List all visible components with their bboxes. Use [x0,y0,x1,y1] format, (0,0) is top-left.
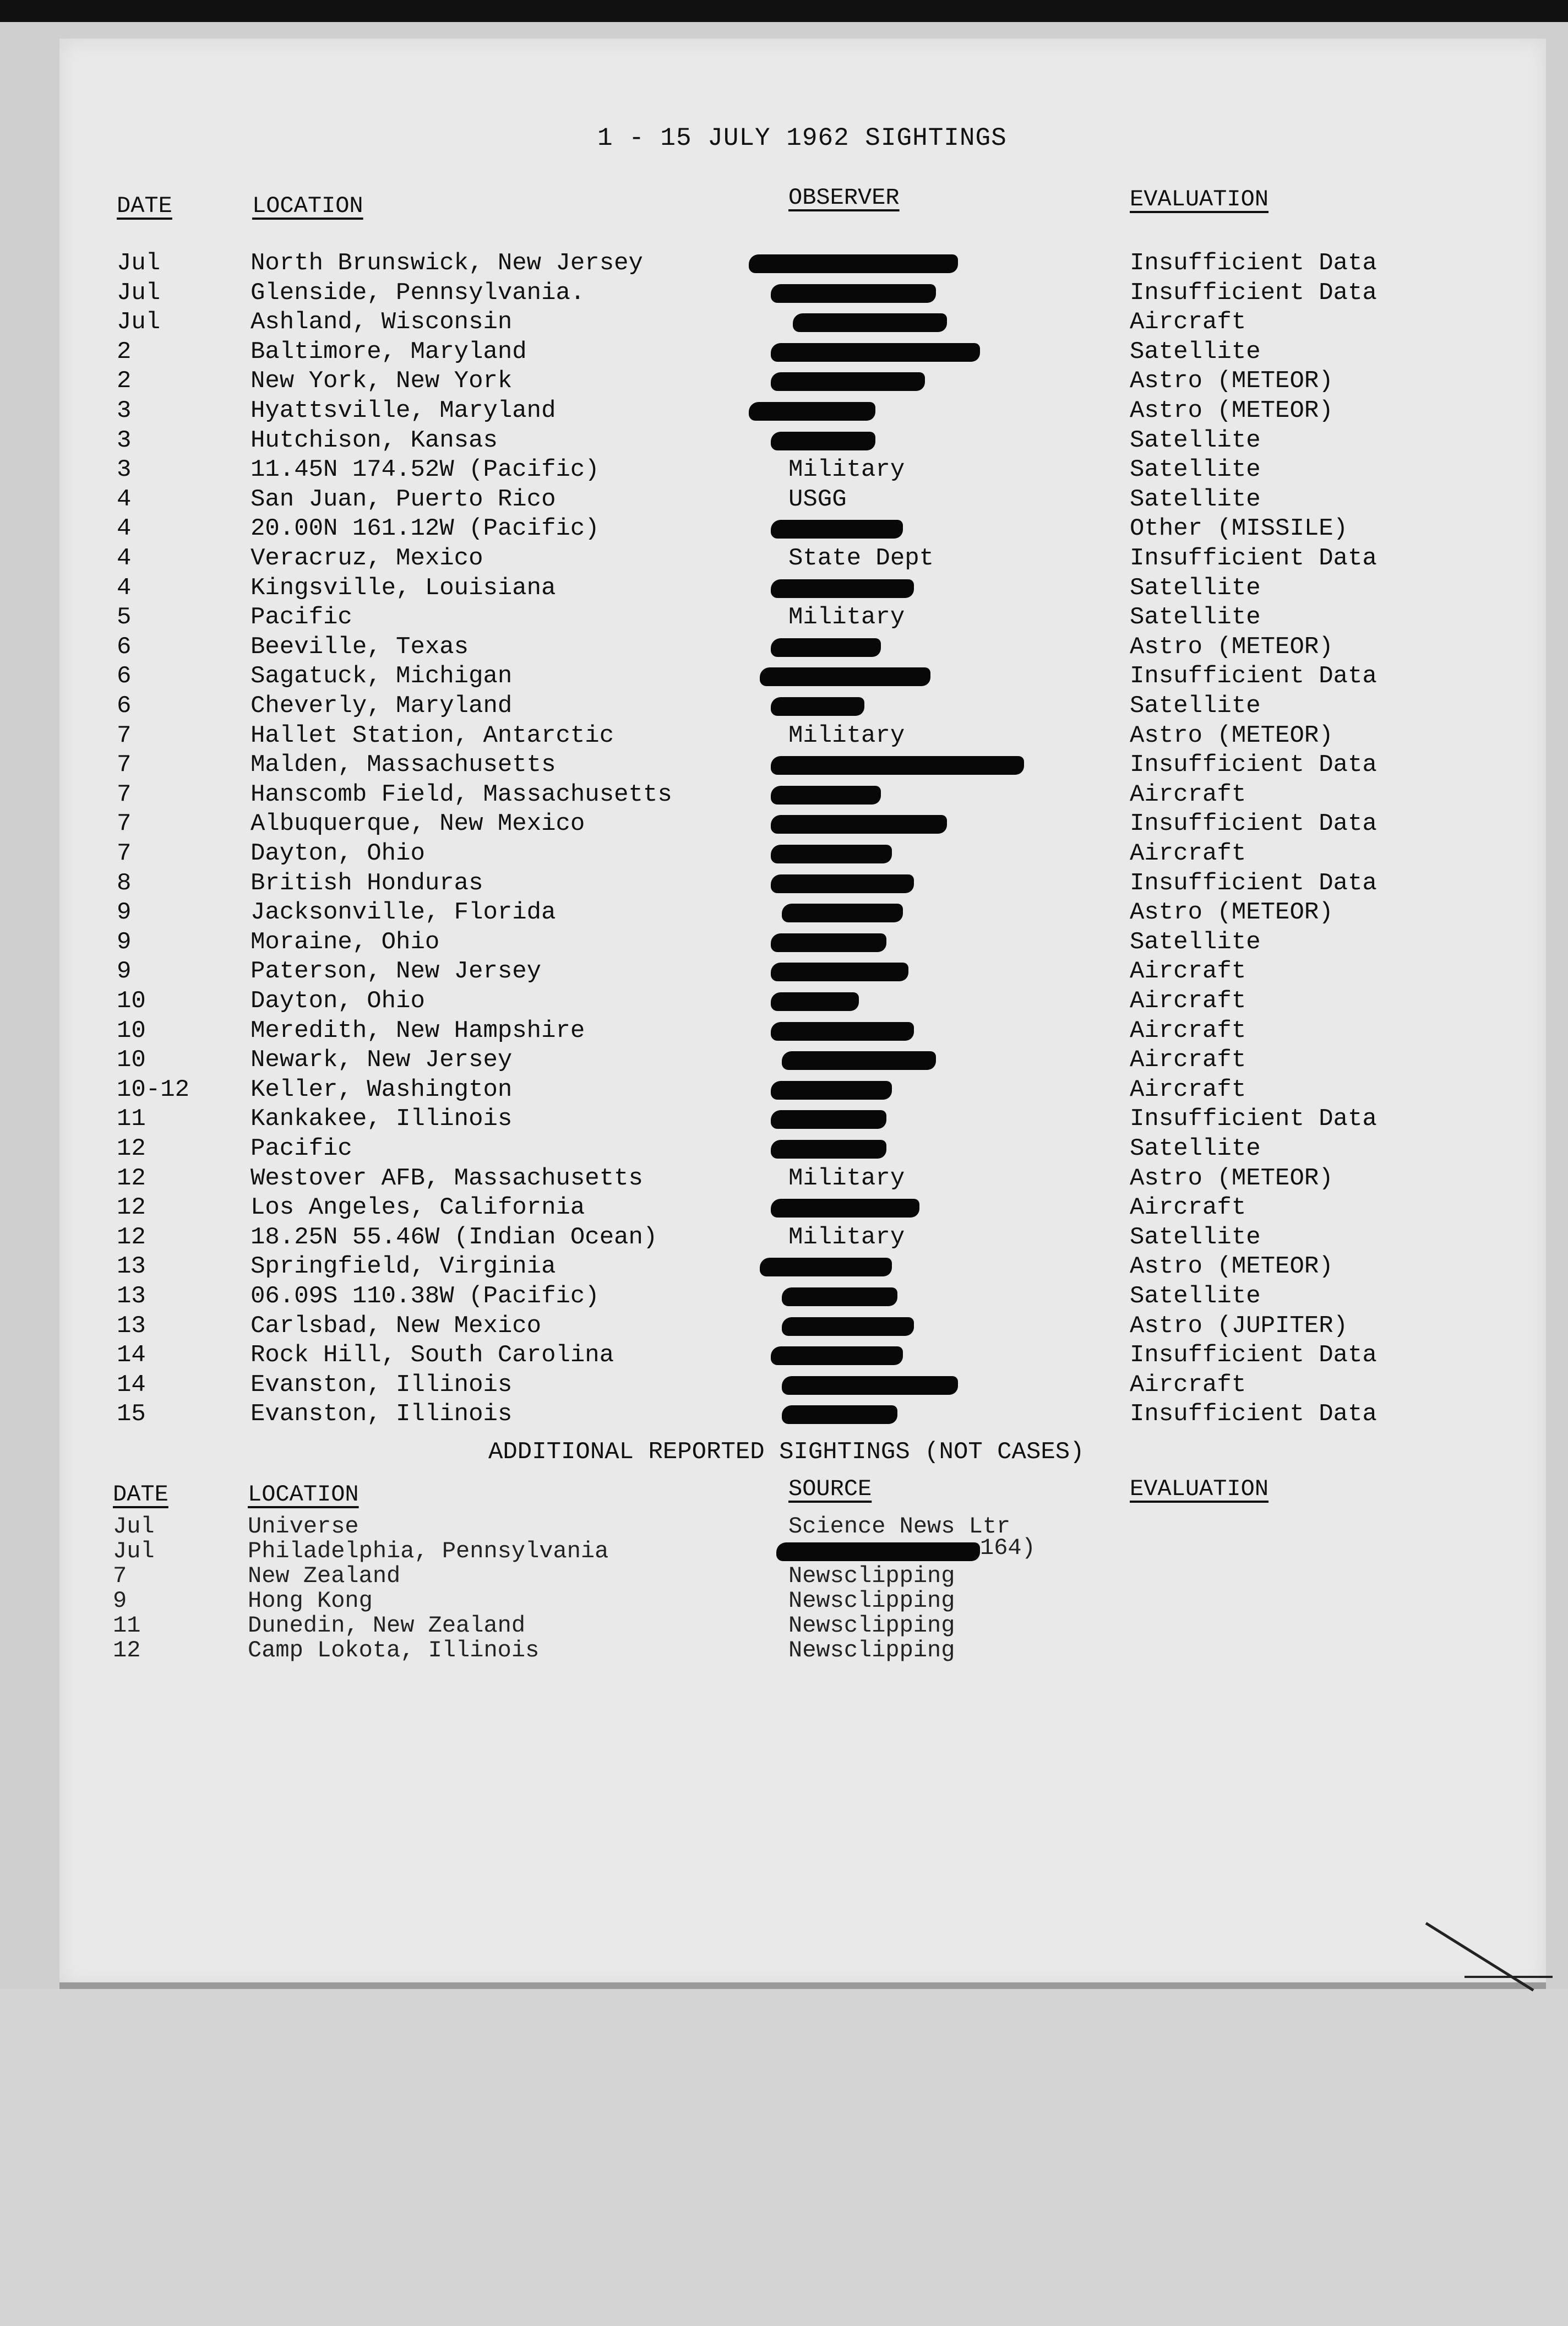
row-date: 7 [113,1563,127,1589]
table-row [0,1134,1568,1164]
row-date: 6 [117,662,132,691]
redaction-mark [771,1199,919,1218]
row-location: Albuquerque, New Mexico [251,810,585,838]
table-row [0,485,1568,514]
row-location: Malden, Massachusetts [251,751,556,779]
row-evaluation: Aircraft [1130,780,1246,808]
row-evaluation: Insufficient Data [1130,279,1377,307]
redaction-mark [760,1258,892,1276]
redaction-mark [771,284,936,303]
table-row [0,751,1568,780]
row-location: Los Angeles, California [251,1194,585,1222]
table-row [0,1046,1568,1075]
additional-title: ADDITIONAL REPORTED SIGHTINGS (NOT CASES) [488,1438,1085,1466]
row-date: 14 [117,1371,146,1399]
row-evaluation: Aircraft [1130,308,1246,336]
row-location: Kankakee, Illinois [251,1105,513,1133]
redaction-mark [771,1140,886,1159]
row-date: 8 [117,869,132,897]
row-evaluation: Insufficient Data [1130,1341,1377,1369]
header-date: DATE [117,193,172,219]
row-evaluation: Astro (METEOR) [1130,1253,1333,1281]
page-title: 1 - 15 JULY 1962 SIGHTINGS [597,124,1007,153]
table-row [0,308,1568,337]
list-item [0,1564,1568,1589]
row-date: 7 [117,751,132,779]
list-item [0,1589,1568,1613]
redaction-mark [782,1405,897,1424]
row-location: British Honduras [251,869,483,897]
table-row [0,279,1568,308]
table-row [0,426,1568,455]
redaction-mark [771,1022,914,1041]
table-row [0,338,1568,367]
row-observer: Military [788,456,905,484]
row-location: Kingsville, Louisiana [251,574,556,602]
page-bottom-edge [59,1982,1546,1989]
row-location: Veracruz, Mexico [251,545,483,572]
row-evaluation: Astro (METEOR) [1130,397,1333,425]
row-location: Springfield, Virginia [251,1253,556,1281]
row-location: Hong Kong [248,1588,373,1614]
row-location: Hallet Station, Antarctic [251,721,614,749]
row-evaluation: Satellite [1130,1223,1261,1251]
redaction-mark [771,1110,886,1129]
row-location: San Juan, Puerto Rico [251,485,556,513]
table-row [0,662,1568,691]
table-row [0,839,1568,868]
row-source: Newsclipping [788,1563,955,1589]
table-row [0,396,1568,426]
row-date: 7 [117,810,132,838]
redaction-mark [771,992,859,1011]
table-row [0,1282,1568,1311]
table-row [0,869,1568,898]
redaction-mark [749,254,958,273]
table-row [0,780,1568,809]
redaction-mark [771,343,980,362]
row-evaluation: Insufficient Data [1130,810,1377,838]
row-location: Evanston, Illinois [251,1371,513,1399]
row-location: Rock Hill, South Carolina [251,1341,614,1369]
row-evaluation: Other (MISSILE) [1130,515,1348,543]
row-evaluation: Insufficient Data [1130,1400,1377,1428]
row-date: 13 [117,1312,146,1340]
row-date: 14 [117,1341,146,1369]
row-date: 7 [117,721,132,749]
row-evaluation: Aircraft [1130,840,1246,867]
redaction-mark [771,815,947,834]
row-location: Cheverly, Maryland [251,692,513,720]
table-row [0,692,1568,721]
redaction-mark [782,1317,914,1336]
row-date: 10 [117,1017,146,1045]
list-item [0,1514,1568,1539]
redaction-mark [771,697,864,716]
row-date: 11 [113,1612,141,1639]
row-source: Science News Ltr [788,1513,1011,1540]
row-evaluation: Insufficient Data [1130,751,1377,779]
table-row [0,721,1568,751]
list-item [0,1638,1568,1663]
row-date: 10 [117,987,146,1015]
additional-header-date: DATE [113,1481,168,1508]
row-date: 11 [117,1105,146,1133]
additional-header-source: SOURCE [788,1476,872,1502]
row-evaluation: Insufficient Data [1130,662,1377,691]
row-date: 4 [117,574,132,602]
table-row [0,544,1568,573]
row-date: Jul [117,249,161,277]
row-date: 6 [117,633,132,661]
table-row [0,603,1568,632]
table-row [0,1193,1568,1222]
row-date: 2 [117,338,132,366]
row-evaluation: Insufficient Data [1130,249,1377,277]
row-evaluation: Satellite [1130,1135,1261,1162]
row-location: Glenside, Pennsylvania. [251,279,585,307]
table-row [0,957,1568,986]
redaction-mark [749,402,875,421]
redaction-mark [771,933,886,952]
redaction-mark [782,1287,897,1306]
row-location: Westover AFB, Massachusetts [251,1164,643,1192]
row-observer: Military [788,604,905,632]
row-date: 12 [117,1223,146,1251]
table-row [0,898,1568,927]
redaction-mark [771,1081,892,1100]
row-date: 4 [117,515,132,543]
row-source: 164) [980,1535,1036,1561]
row-location: Jacksonville, Florida [251,899,556,927]
row-observer: Military [788,1223,905,1251]
row-evaluation: Astro (METEOR) [1130,899,1333,927]
row-evaluation: Aircraft [1130,987,1246,1015]
table-row [0,1371,1568,1400]
table-row [0,1164,1568,1193]
table-row [0,809,1568,839]
row-location: Beeville, Texas [251,633,469,661]
row-location: Ashland, Wisconsin [251,308,513,336]
scan-top-band [0,0,1568,22]
row-evaluation: Satellite [1130,456,1261,484]
row-date: 12 [117,1194,146,1222]
row-location: North Brunswick, New Jersey [251,249,643,277]
row-location: Pacific [251,604,352,632]
row-location: Philadelphia, Pennsylvania [248,1538,609,1564]
row-date: 9 [113,1588,127,1614]
redaction-mark [771,432,875,450]
row-date: Jul [117,308,161,336]
row-date: 13 [117,1253,146,1281]
row-observer: State Dept [788,545,934,572]
row-evaluation: Satellite [1130,574,1261,602]
row-date: Jul [117,279,161,307]
header-location: LOCATION [252,193,363,219]
row-date: Jul [113,1513,155,1540]
row-source: Newsclipping [788,1588,955,1614]
row-evaluation: Insufficient Data [1130,545,1377,572]
row-evaluation: Insufficient Data [1130,1105,1377,1133]
row-evaluation: Aircraft [1130,1075,1246,1104]
row-evaluation: Astro (JUPITER) [1130,1312,1348,1340]
row-evaluation: Satellite [1130,485,1261,513]
redaction-mark [771,520,903,539]
row-location: Dunedin, New Zealand [248,1612,526,1639]
row-date: 4 [117,485,132,513]
row-location: Universe [248,1513,359,1540]
row-evaluation: Aircraft [1130,1017,1246,1045]
row-location: New York, New York [251,367,513,395]
row-location: Pacific [251,1135,352,1162]
row-date: 12 [117,1164,146,1192]
row-evaluation: Aircraft [1130,1371,1246,1399]
redaction-mark [771,874,914,893]
redaction-mark [771,845,892,863]
table-row [0,1400,1568,1429]
row-location: Sagatuck, Michigan [251,662,513,691]
row-source: Newsclipping [788,1612,955,1639]
redaction-mark [771,963,908,981]
row-date: 13 [117,1282,146,1310]
row-evaluation: Astro (METEOR) [1130,721,1333,749]
table-row [0,455,1568,485]
row-date: 3 [117,456,132,484]
row-date: 12 [117,1135,146,1162]
scan-background [0,1989,1568,2326]
row-evaluation: Satellite [1130,604,1261,632]
redaction-mark [782,904,903,922]
row-evaluation: Aircraft [1130,1046,1246,1074]
row-date: Jul [113,1538,155,1564]
redaction-mark [771,756,1024,775]
row-location: New Zealand [248,1563,401,1589]
row-location: 20.00N 161.12W (Pacific) [251,515,600,543]
row-date: 9 [117,958,132,986]
row-evaluation: Satellite [1130,426,1261,454]
redaction-mark [771,579,914,598]
row-evaluation: Aircraft [1130,958,1246,986]
redaction-mark [782,1051,936,1070]
row-source: Newsclipping [788,1637,955,1664]
row-date: 10-12 [117,1075,190,1104]
row-location: Hanscomb Field, Massachusetts [251,780,672,808]
header-observer: OBSERVER [788,184,900,211]
list-item [0,1613,1568,1638]
table-row [0,1341,1568,1370]
row-evaluation: Satellite [1130,338,1261,366]
row-date: 3 [117,426,132,454]
row-evaluation: Satellite [1130,1282,1261,1310]
redaction-mark [771,638,881,657]
header-evaluation: EVALUATION [1130,186,1269,213]
row-evaluation: Insufficient Data [1130,869,1377,897]
row-date: 2 [117,367,132,395]
row-date: 10 [117,1046,146,1074]
table-row [0,633,1568,662]
row-evaluation: Astro (METEOR) [1130,367,1333,395]
redaction-mark [793,313,947,332]
row-date: 4 [117,545,132,572]
row-observer: Military [788,1164,905,1192]
row-date: 9 [117,899,132,927]
table-row [0,367,1568,396]
table-row [0,1312,1568,1341]
row-location: Hutchison, Kansas [251,426,498,454]
row-location: Meredith, New Hampshire [251,1017,585,1045]
redaction-mark [782,1376,958,1395]
row-location: Baltimore, Maryland [251,338,527,366]
row-location: Carlsbad, New Mexico [251,1312,542,1340]
table-row [0,574,1568,603]
table-row [0,1075,1568,1105]
row-evaluation: Satellite [1130,692,1261,720]
row-location: Dayton, Ohio [251,987,425,1015]
table-row [0,514,1568,544]
row-location: Moraine, Ohio [251,928,440,956]
row-date: 12 [113,1637,141,1664]
list-item [0,1535,1568,1564]
row-date: 3 [117,397,132,425]
table-row [0,987,1568,1016]
redaction-mark [771,786,881,805]
table-row [0,1223,1568,1252]
row-location: Hyattsville, Maryland [251,397,556,425]
row-location: Keller, Washington [251,1075,513,1104]
row-location: Paterson, New Jersey [251,958,542,986]
row-evaluation: Satellite [1130,928,1261,956]
row-observer: Military [788,721,905,749]
row-date: 6 [117,692,132,720]
row-location: 11.45N 174.52W (Pacific) [251,456,600,484]
row-date: 7 [117,780,132,808]
redaction-mark [760,667,930,686]
row-date: 5 [117,604,132,632]
redaction-mark [771,372,925,391]
row-location: Dayton, Ohio [251,840,425,867]
row-date: 15 [117,1400,146,1428]
row-evaluation: Aircraft [1130,1194,1246,1222]
table-row [0,928,1568,957]
redaction-mark [771,1346,903,1365]
row-observer: USGG [788,485,847,513]
row-location: 18.25N 55.46W (Indian Ocean) [251,1223,658,1251]
row-evaluation: Astro (METEOR) [1130,633,1333,661]
row-date: 9 [117,928,132,956]
additional-header-evaluation: EVALUATION [1130,1476,1269,1502]
row-location: Camp Lokota, Illinois [248,1637,540,1664]
pen-scratch-mark [1464,1976,1553,1978]
row-evaluation: Astro (METEOR) [1130,1164,1333,1192]
table-row [0,1105,1568,1134]
table-row [0,1017,1568,1046]
row-location: Evanston, Illinois [251,1400,513,1428]
row-location: 06.09S 110.38W (Pacific) [251,1282,600,1310]
row-date: 7 [117,840,132,867]
additional-header-location: LOCATION [248,1481,359,1508]
row-location: Newark, New Jersey [251,1046,513,1074]
redaction-mark [776,1542,980,1561]
table-row [0,249,1568,278]
table-row [0,1252,1568,1281]
